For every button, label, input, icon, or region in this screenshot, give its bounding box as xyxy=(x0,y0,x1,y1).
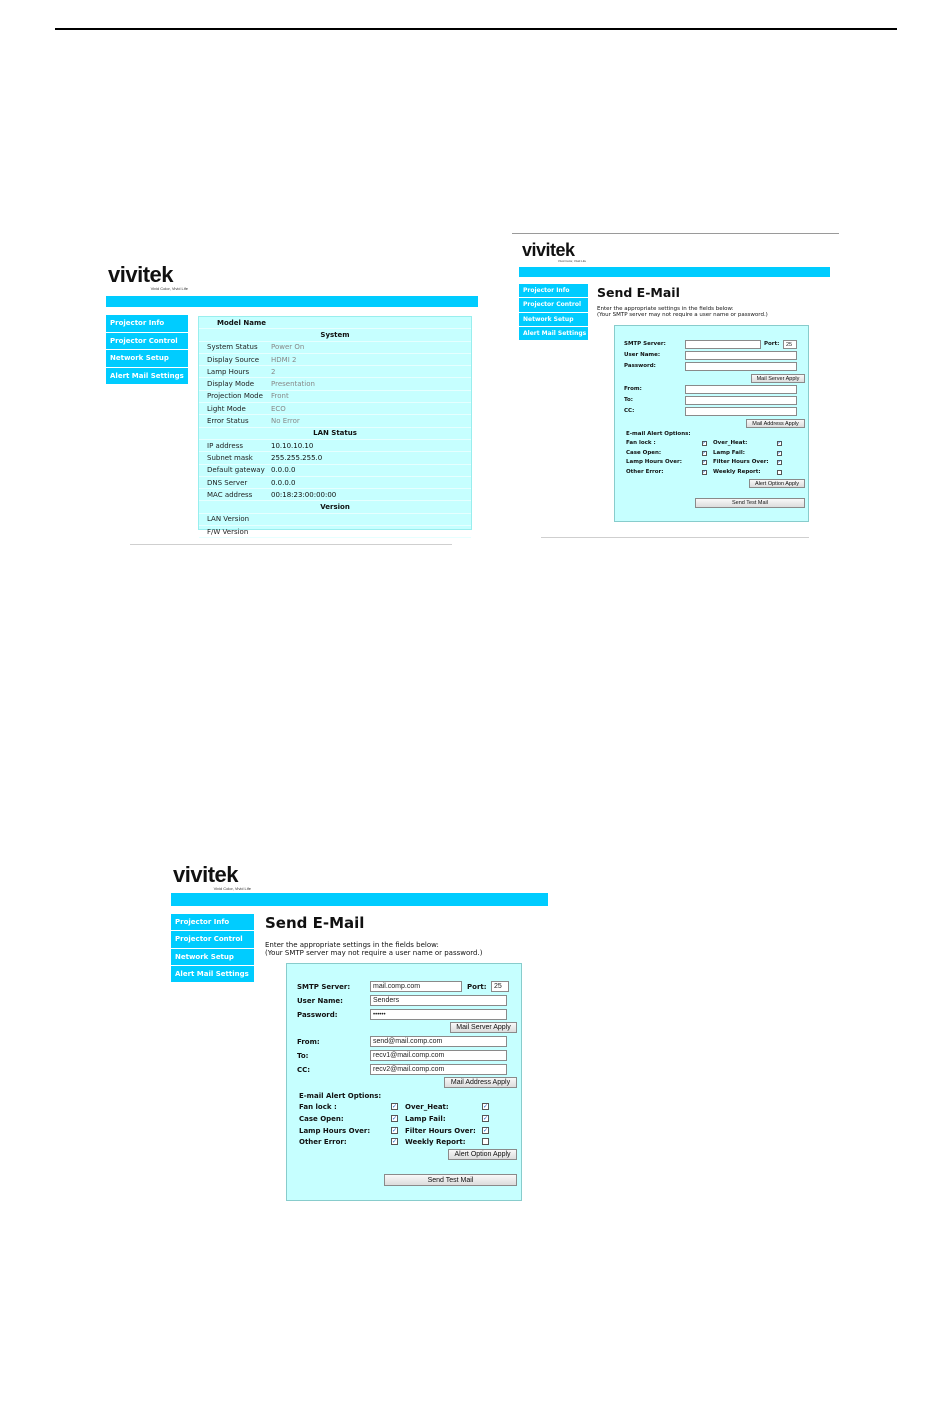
table-row: Lamp Hours 2 xyxy=(199,366,471,378)
smtp-server-label: SMTP Server: xyxy=(624,341,666,347)
header-bar xyxy=(106,296,478,307)
over-heat-label: Over_Heat: xyxy=(405,1103,449,1111)
send-test-mail-button[interactable]: Send Test Mail xyxy=(695,498,805,508)
fan-lock-label: Fan lock : xyxy=(626,440,656,446)
port-input[interactable]: 25 xyxy=(783,340,797,349)
lamp-fail-label: Lamp Fail: xyxy=(713,450,745,456)
case-open-checkbox[interactable] xyxy=(391,1115,398,1122)
case-open-checkbox[interactable] xyxy=(702,451,707,456)
password-input[interactable]: •••••• xyxy=(370,1009,507,1020)
send-test-mail-button[interactable]: Send Test Mail xyxy=(384,1174,517,1186)
table-row: Subnet mask 255.255.255.0 xyxy=(199,452,471,464)
weekly-report-label: Weekly Report: xyxy=(405,1138,466,1146)
password-input[interactable] xyxy=(685,362,797,371)
over-heat-checkbox[interactable] xyxy=(482,1103,489,1110)
nav-projector-control[interactable]: Projector Control xyxy=(519,298,588,312)
cc-input[interactable]: recv2@mail.comp.com xyxy=(370,1064,507,1075)
weekly-report-label: Weekly Report: xyxy=(713,469,761,475)
table-row: Default gateway 0.0.0.0 xyxy=(199,465,471,477)
projector-info-table xyxy=(198,316,472,536)
case-open-label: Case Open: xyxy=(299,1115,344,1123)
check-icon: ✓ xyxy=(482,1114,489,1122)
section-version: Version xyxy=(199,501,471,513)
filter-hours-over-label: Filter Hours Over: xyxy=(405,1127,476,1135)
to-input[interactable]: recv1@mail.comp.com xyxy=(370,1050,507,1061)
from-label: From: xyxy=(624,386,642,392)
check-icon: ✓ xyxy=(391,1126,398,1134)
user-name-label: User Name: xyxy=(624,352,661,358)
case-open-label: Case Open: xyxy=(626,450,662,456)
alert-options-label: E-mail Alert Options: xyxy=(626,431,691,437)
smtp-server-input[interactable] xyxy=(685,340,761,349)
panel1-bottom-rule xyxy=(130,544,452,545)
vivitek-logo: vivitek Vivid Color, Vivid Life xyxy=(522,240,586,263)
over-heat-label: Over_Heat: xyxy=(713,440,748,446)
password-label: Password: xyxy=(297,1011,338,1019)
table-row: F/W Version xyxy=(199,526,471,538)
other-error-checkbox[interactable] xyxy=(702,470,707,475)
table-row: Light Mode ECO xyxy=(199,403,471,415)
other-error-label: Other Error: xyxy=(299,1138,347,1146)
page-top-rule xyxy=(55,28,897,30)
lamp-hours-over-checkbox[interactable] xyxy=(391,1127,398,1134)
filter-hours-over-checkbox[interactable] xyxy=(777,460,782,465)
vivitek-logo: vivitek Vivid Color, Vivid Life xyxy=(108,262,188,291)
from-label: From: xyxy=(297,1038,320,1046)
user-name-input[interactable] xyxy=(685,351,797,360)
email-settings-form xyxy=(286,963,522,1201)
user-name-input[interactable]: Senders xyxy=(370,995,507,1006)
nav-alert-mail-settings[interactable]: Alert Mail Settings xyxy=(171,966,254,983)
nav-network-setup[interactable]: Network Setup xyxy=(106,350,188,368)
fan-lock-checkbox[interactable] xyxy=(391,1103,398,1110)
intro-text: Enter the appropriate settings in the fields below: (Your SMTP server may not require a user name or password.) xyxy=(597,306,768,319)
fan-lock-checkbox[interactable] xyxy=(702,441,707,446)
intro-text: Enter the appropriate settings in the fields below: (Your SMTP server may not require a user name or password.) xyxy=(265,941,483,958)
fan-lock-label: Fan lock : xyxy=(299,1103,337,1111)
check-icon: ✓ xyxy=(391,1102,398,1110)
table-row: Display Mode Presentation xyxy=(199,378,471,390)
alert-option-apply-button[interactable]: Alert Option Apply xyxy=(749,479,805,488)
filter-hours-over-checkbox[interactable] xyxy=(482,1127,489,1134)
cc-label: CC: xyxy=(624,408,635,414)
port-label: Port: xyxy=(467,983,487,991)
vivitek-logo: vivitek Vivid Color, Vivid Life xyxy=(173,862,251,891)
lamp-hours-over-checkbox[interactable] xyxy=(702,460,707,465)
nav-projector-info[interactable]: Projector Info xyxy=(171,914,254,931)
nav-projector-info[interactable]: Projector Info xyxy=(106,315,188,333)
sidebar-nav xyxy=(519,284,588,341)
check-icon: ✓ xyxy=(777,450,782,456)
check-icon: ✓ xyxy=(391,1137,398,1145)
check-icon: ✓ xyxy=(777,440,782,446)
check-icon: ✓ xyxy=(482,1102,489,1110)
port-label: Port: xyxy=(764,341,780,347)
port-input[interactable]: 25 xyxy=(491,981,509,992)
table-row: Error Status No Error xyxy=(199,415,471,427)
nav-network-setup[interactable]: Network Setup xyxy=(519,313,588,327)
section-lan-status: LAN Status xyxy=(199,428,471,440)
table-row: LAN Version xyxy=(199,514,471,526)
table-row: IP address 10.10.10.10 xyxy=(199,440,471,452)
table-row: System Status Power On xyxy=(199,342,471,354)
nav-alert-mail-settings[interactable]: Alert Mail Settings xyxy=(519,327,588,341)
to-label: To: xyxy=(297,1052,309,1060)
from-input[interactable]: send@mail.comp.com xyxy=(370,1036,507,1047)
check-icon: ✓ xyxy=(702,469,707,475)
header-bar xyxy=(519,267,830,277)
panel2-bottom-rule xyxy=(541,537,809,538)
table-row: MAC address 00:18:23:00:00:00 xyxy=(199,489,471,501)
check-icon: ✓ xyxy=(777,459,782,465)
sidebar-nav xyxy=(171,914,254,983)
lamp-fail-label: Lamp Fail: xyxy=(405,1115,446,1123)
lamp-hours-over-label: Lamp Hours Over: xyxy=(299,1127,371,1135)
alert-options-label: E-mail Alert Options: xyxy=(299,1092,382,1100)
filter-hours-over-label: Filter Hours Over: xyxy=(713,459,769,465)
user-name-label: User Name: xyxy=(297,997,343,1005)
other-error-label: Other Error: xyxy=(626,469,664,475)
weekly-report-checkbox[interactable] xyxy=(777,470,782,475)
lamp-fail-checkbox[interactable] xyxy=(482,1115,489,1122)
to-label: To: xyxy=(624,397,633,403)
mail-address-apply-button[interactable]: Mail Address Apply xyxy=(746,419,805,428)
password-label: Password: xyxy=(624,363,656,369)
nav-network-setup[interactable]: Network Setup xyxy=(171,949,254,966)
page-title: Send E-Mail xyxy=(265,914,365,932)
lamp-hours-over-label: Lamp Hours Over: xyxy=(626,459,682,465)
mail-server-apply-button[interactable]: Mail Server Apply xyxy=(450,1022,517,1033)
mail-server-apply-button[interactable]: Mail Server Apply xyxy=(751,374,805,383)
table-row: Projection Mode Front xyxy=(199,391,471,403)
mail-address-apply-button[interactable]: Mail Address Apply xyxy=(444,1077,517,1088)
from-input[interactable] xyxy=(685,385,797,394)
model-name-row xyxy=(199,317,471,329)
nav-projector-control[interactable]: Projector Control xyxy=(171,931,254,948)
header-bar xyxy=(171,893,548,906)
check-icon: ✓ xyxy=(482,1126,489,1134)
cc-label: CC: xyxy=(297,1066,311,1074)
table-row: Display Source HDMI 2 xyxy=(199,354,471,366)
table-row: DNS Server 0.0.0.0 xyxy=(199,477,471,489)
to-input[interactable] xyxy=(685,396,797,405)
panel2-top-rule xyxy=(512,233,839,234)
alert-option-apply-button[interactable]: Alert Option Apply xyxy=(448,1149,517,1160)
email-settings-form xyxy=(614,325,809,522)
nav-alert-mail-settings[interactable]: Alert Mail Settings xyxy=(106,368,188,386)
check-icon: ✓ xyxy=(702,450,707,456)
page-title: Send E-Mail xyxy=(597,285,680,300)
model-name-label: Model Name xyxy=(217,318,266,327)
weekly-report-checkbox[interactable] xyxy=(482,1138,489,1145)
check-icon: ✓ xyxy=(702,440,707,446)
over-heat-checkbox[interactable] xyxy=(777,441,782,446)
check-icon: ✓ xyxy=(702,459,707,465)
smtp-server-label: SMTP Server: xyxy=(297,983,351,991)
cc-input[interactable] xyxy=(685,407,797,416)
nav-projector-control[interactable]: Projector Control xyxy=(106,333,188,351)
sidebar-nav xyxy=(106,315,188,385)
nav-projector-info[interactable]: Projector Info xyxy=(519,284,588,298)
lamp-fail-checkbox[interactable] xyxy=(777,451,782,456)
section-system: System xyxy=(199,329,471,341)
check-icon: ✓ xyxy=(391,1114,398,1122)
smtp-server-input[interactable]: mail.comp.com xyxy=(370,981,462,992)
other-error-checkbox[interactable] xyxy=(391,1138,398,1145)
